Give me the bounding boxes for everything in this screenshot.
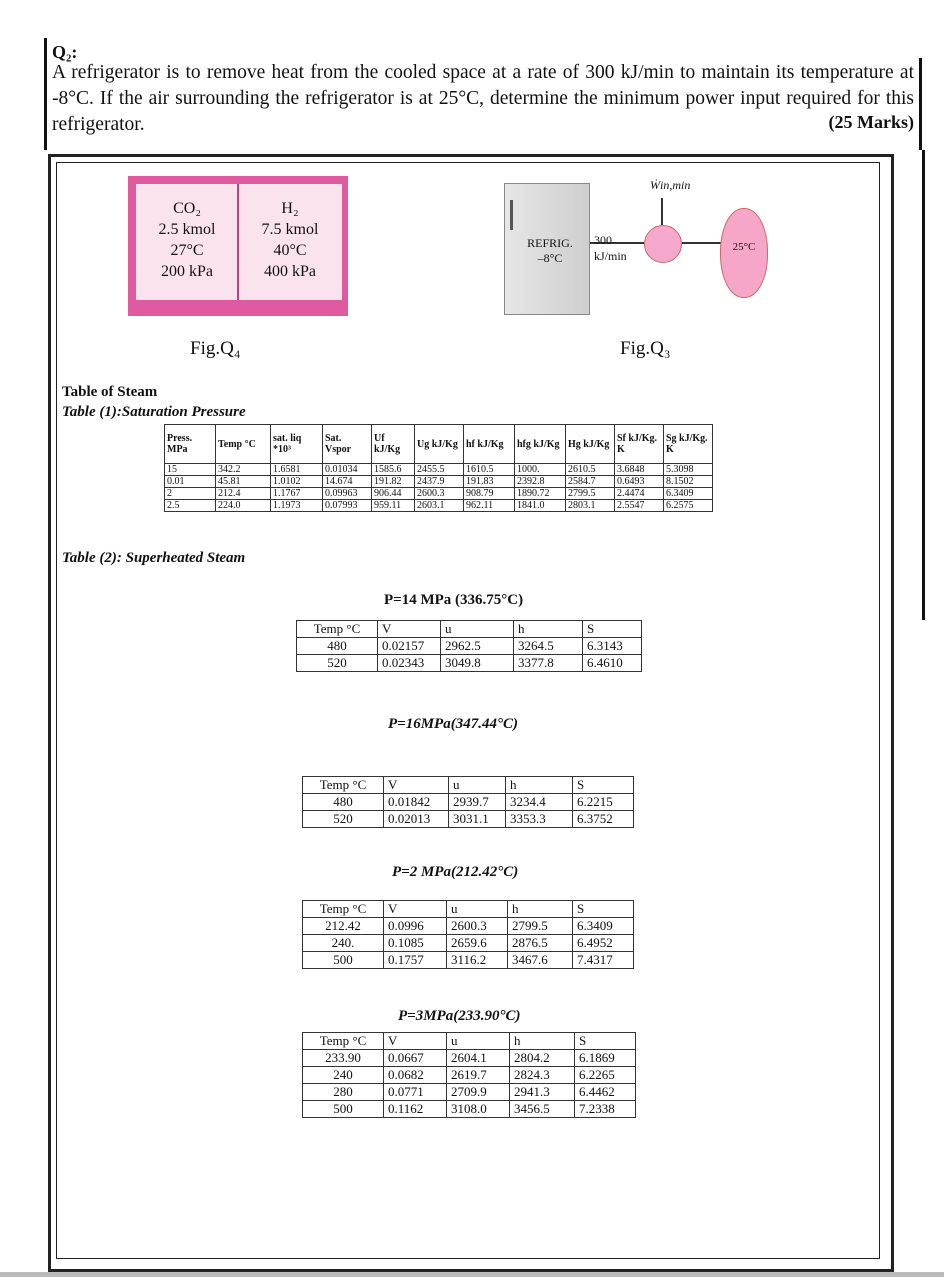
cell: 1.0102: [271, 476, 323, 488]
cell: V: [378, 621, 441, 638]
cell: 2455.5: [415, 464, 464, 476]
cell: 520: [303, 811, 384, 828]
cell: 500: [303, 1101, 384, 1118]
gas-co2-pressure: 200 kPa: [161, 263, 213, 280]
gas-h2-amount: 7.5 kmol: [261, 221, 319, 238]
table-header-row: [303, 777, 634, 794]
cell: 2803.1: [566, 500, 615, 512]
cell: 2619.7: [447, 1067, 510, 1084]
cell: 1.1973: [271, 500, 323, 512]
cell: 2603.1: [415, 500, 464, 512]
cell: 3264.5: [514, 638, 583, 655]
cell: V: [384, 1033, 447, 1050]
table-row: [303, 811, 634, 828]
table-row: [303, 1101, 636, 1118]
cell: V: [384, 777, 449, 794]
cell: 480: [303, 794, 384, 811]
header-cell: Hg kJ/Kg: [566, 425, 615, 464]
gas-h2-name: H₂: [281, 200, 299, 217]
cell: u: [447, 901, 508, 918]
cell: 212.4: [216, 488, 271, 500]
cell: 6.1869: [575, 1050, 636, 1067]
cell: 2939.7: [449, 794, 506, 811]
cell: Temp °C: [303, 777, 384, 794]
saturation-table: [164, 424, 713, 512]
superheated-block-title: P=14 MPa (336.75°C): [384, 592, 524, 608]
refrigerator-label: [516, 236, 584, 266]
cell: 2437.9: [415, 476, 464, 488]
cell: 3.6848: [615, 464, 664, 476]
cell: 6.3409: [573, 918, 634, 935]
superheated-table-16mpa: [302, 776, 634, 828]
table-row: [303, 1084, 636, 1101]
cell: 0.0682: [384, 1067, 447, 1084]
cell: 2962.5: [441, 638, 514, 655]
header-cell: hf kJ/Kg: [464, 425, 515, 464]
cell: 5.3098: [664, 464, 713, 476]
surroundings-temp: 25°C: [732, 241, 756, 253]
work-input-label: Ẇin,min: [650, 178, 691, 192]
gas-h2-temp: 40°C: [273, 242, 307, 259]
cell: 2709.9: [447, 1084, 510, 1101]
steam-table-title: Table of Steam: [62, 384, 158, 400]
cell: 906.44: [372, 488, 415, 500]
cell: 1.6581: [271, 464, 323, 476]
header-cell: Sg kJ/Kg. K: [664, 425, 713, 464]
surroundings-cloud-icon: [720, 208, 768, 298]
cell: 6.2575: [664, 500, 713, 512]
cell: 2.5547: [615, 500, 664, 512]
cell: S: [573, 901, 634, 918]
refrigerator-label-line1: REFRIG.: [527, 236, 573, 250]
cell: 6.3752: [573, 811, 634, 828]
cell: 6.4462: [575, 1084, 636, 1101]
cell: 3467.6: [508, 952, 573, 969]
cell: 3377.8: [514, 655, 583, 672]
cell: 1000.: [515, 464, 566, 476]
cell: 0.09963: [323, 488, 372, 500]
cell: 0.01842: [384, 794, 449, 811]
page-bottom-edge: [0, 1272, 944, 1277]
page-border-right: [922, 150, 925, 620]
cell: 8.1502: [664, 476, 713, 488]
table-row: [303, 1067, 636, 1084]
table-header-row: [297, 621, 642, 638]
refrigerator-handle: [510, 200, 513, 230]
cell: 1841.0: [515, 500, 566, 512]
header-cell: hfg kJ/Kg: [515, 425, 566, 464]
cell: 342.2: [216, 464, 271, 476]
table-row: [303, 935, 634, 952]
cell: 2659.6: [447, 935, 508, 952]
cell: 0.02157: [378, 638, 441, 655]
cell: 2.5: [165, 500, 216, 512]
cell: 2824.3: [510, 1067, 575, 1084]
cell: 7.2338: [575, 1101, 636, 1118]
cell: 7.4317: [573, 952, 634, 969]
gas-tank-partition: [237, 184, 239, 300]
cell: Temp °C: [297, 621, 378, 638]
header-cell: Press. MPa: [165, 425, 216, 464]
cell: 6.3409: [664, 488, 713, 500]
cell: 0.02013: [384, 811, 449, 828]
superheated-table-3mpa: [302, 1032, 636, 1118]
question-marks: (25 Marks): [828, 112, 914, 132]
cell: S: [573, 777, 634, 794]
cell: 240: [303, 1067, 384, 1084]
cell: 480: [297, 638, 378, 655]
cell: 0.07993: [323, 500, 372, 512]
fig-q3-caption: Fig.Q₃: [620, 338, 671, 359]
cell: 3456.5: [510, 1101, 575, 1118]
header-cell: Sat. Vspor: [323, 425, 372, 464]
cell: 2600.3: [415, 488, 464, 500]
gas-co2-name: CO₂: [173, 200, 201, 217]
table1-title: Table (1):Saturation Pressure: [62, 404, 246, 420]
cell: u: [441, 621, 514, 638]
table-row: [303, 952, 634, 969]
cell: 959.11: [372, 500, 415, 512]
cell: 1890.72: [515, 488, 566, 500]
cell: 191.83: [464, 476, 515, 488]
cell: 2799.5: [508, 918, 573, 935]
cell: 2610.5: [566, 464, 615, 476]
superheated-block-title: P=3MPa(233.90°C): [398, 1008, 521, 1024]
cell: 2799.5: [566, 488, 615, 500]
cell: h: [506, 777, 573, 794]
cell: 6.4952: [573, 935, 634, 952]
table2-title: Table (2): Superheated Steam: [62, 550, 246, 566]
cell: h: [508, 901, 573, 918]
cell: S: [583, 621, 642, 638]
cell: 3353.3: [506, 811, 573, 828]
table-header-row: [303, 1033, 636, 1050]
refrigerator-label-line2: –8°C: [537, 251, 563, 265]
cell: 2.4474: [615, 488, 664, 500]
cell: 6.4610: [583, 655, 642, 672]
cell: 15: [165, 464, 216, 476]
cell: 212.42: [303, 918, 384, 935]
heat-rate-value: 300: [594, 233, 612, 247]
superheated-block-title: P=16MPa(347.44°C): [388, 716, 518, 732]
cell: 2941.3: [510, 1084, 575, 1101]
table-row: [165, 500, 713, 512]
cell: 224.0: [216, 500, 271, 512]
work-input-line: [661, 198, 663, 225]
cell: 240.: [303, 935, 384, 952]
cell: u: [449, 777, 506, 794]
cell: 1.1767: [271, 488, 323, 500]
cell: u: [447, 1033, 510, 1050]
cell: 2: [165, 488, 216, 500]
cell: 0.0667: [384, 1050, 447, 1067]
cell: 14.674: [323, 476, 372, 488]
fig-q4-caption: Fig.Q₄: [190, 338, 241, 359]
cell: 0.6493: [615, 476, 664, 488]
table-row: [303, 1050, 636, 1067]
cell: 45.81: [216, 476, 271, 488]
cell: 2804.2: [510, 1050, 575, 1067]
cell: 908.79: [464, 488, 515, 500]
table-row: [165, 464, 713, 476]
cell: h: [514, 621, 583, 638]
gas-co2-properties: [138, 198, 236, 282]
cell: 520: [297, 655, 378, 672]
cell: 3234.4: [506, 794, 573, 811]
cell: 1585.6: [372, 464, 415, 476]
cell: Temp °C: [303, 1033, 384, 1050]
question-border-right: [919, 58, 922, 150]
cell: 6.2265: [575, 1067, 636, 1084]
cell: 3116.2: [447, 952, 508, 969]
superheated-table-14mpa: [296, 620, 642, 672]
heat-pump-circle-icon: [644, 225, 682, 263]
superheated-block-title: P=2 MPa(212.42°C): [392, 864, 519, 880]
cell: 6.3143: [583, 638, 642, 655]
cell: 2876.5: [508, 935, 573, 952]
table-row: [303, 794, 634, 811]
table-row: [165, 476, 713, 488]
cell: 1610.5: [464, 464, 515, 476]
table-row: [297, 655, 642, 672]
cell: 0.01034: [323, 464, 372, 476]
cell: 3049.8: [441, 655, 514, 672]
table-row: [165, 488, 713, 500]
cell: 0.1085: [384, 935, 447, 952]
cell: 500: [303, 952, 384, 969]
cell: 0.0996: [384, 918, 447, 935]
cell: 0.02343: [378, 655, 441, 672]
cell: V: [384, 901, 447, 918]
gas-co2-amount: 2.5 kmol: [158, 221, 216, 238]
cell: 2600.3: [447, 918, 508, 935]
heat-reject-line: [682, 242, 722, 244]
cell: 0.1162: [384, 1101, 447, 1118]
cell: h: [510, 1033, 575, 1050]
heat-rate-label: [594, 232, 627, 264]
cell: 3108.0: [447, 1101, 510, 1118]
question-border-left: [44, 38, 47, 150]
cell: 233.90: [303, 1050, 384, 1067]
cell: 2604.1: [447, 1050, 510, 1067]
header-cell: Temp °C: [216, 425, 271, 464]
question-label: Q₂:: [52, 42, 78, 62]
header-cell: Sf kJ/Kg. K: [615, 425, 664, 464]
cell: 2392.8: [515, 476, 566, 488]
cell: 0.1757: [384, 952, 447, 969]
cell: 3031.1: [449, 811, 506, 828]
cell: 280: [303, 1084, 384, 1101]
cell: Temp °C: [303, 901, 384, 918]
cell: 962.11: [464, 500, 515, 512]
cell: 2584.7: [566, 476, 615, 488]
header-cell: Uf kJ/Kg: [372, 425, 415, 464]
table-row: [297, 638, 642, 655]
header-cell: sat. liq *10³: [271, 425, 323, 464]
table-row: [303, 918, 634, 935]
gas-co2-temp: 27°C: [170, 242, 204, 259]
question-text: A refrigerator is to remove heat from the cooled space at a rate of 300 kJ/min to maintain its temperature at -8°C. If the air surrounding the refrigerator is at 25°C, determine the minimum power input required for this refrigerator.: [52, 62, 914, 135]
saturation-table-header: [165, 425, 713, 464]
cell: 6.2215: [573, 794, 634, 811]
header-cell: Ug kJ/Kg: [415, 425, 464, 464]
gas-h2-pressure: 400 kPa: [264, 263, 316, 280]
gas-h2-properties: [240, 198, 340, 282]
superheated-table-2mpa: [302, 900, 634, 969]
cell: 191.82: [372, 476, 415, 488]
table-header-row: [303, 901, 634, 918]
cell: 0.01: [165, 476, 216, 488]
cell: S: [575, 1033, 636, 1050]
heat-rate-unit: kJ/min: [594, 249, 627, 263]
cell: 0.0771: [384, 1084, 447, 1101]
